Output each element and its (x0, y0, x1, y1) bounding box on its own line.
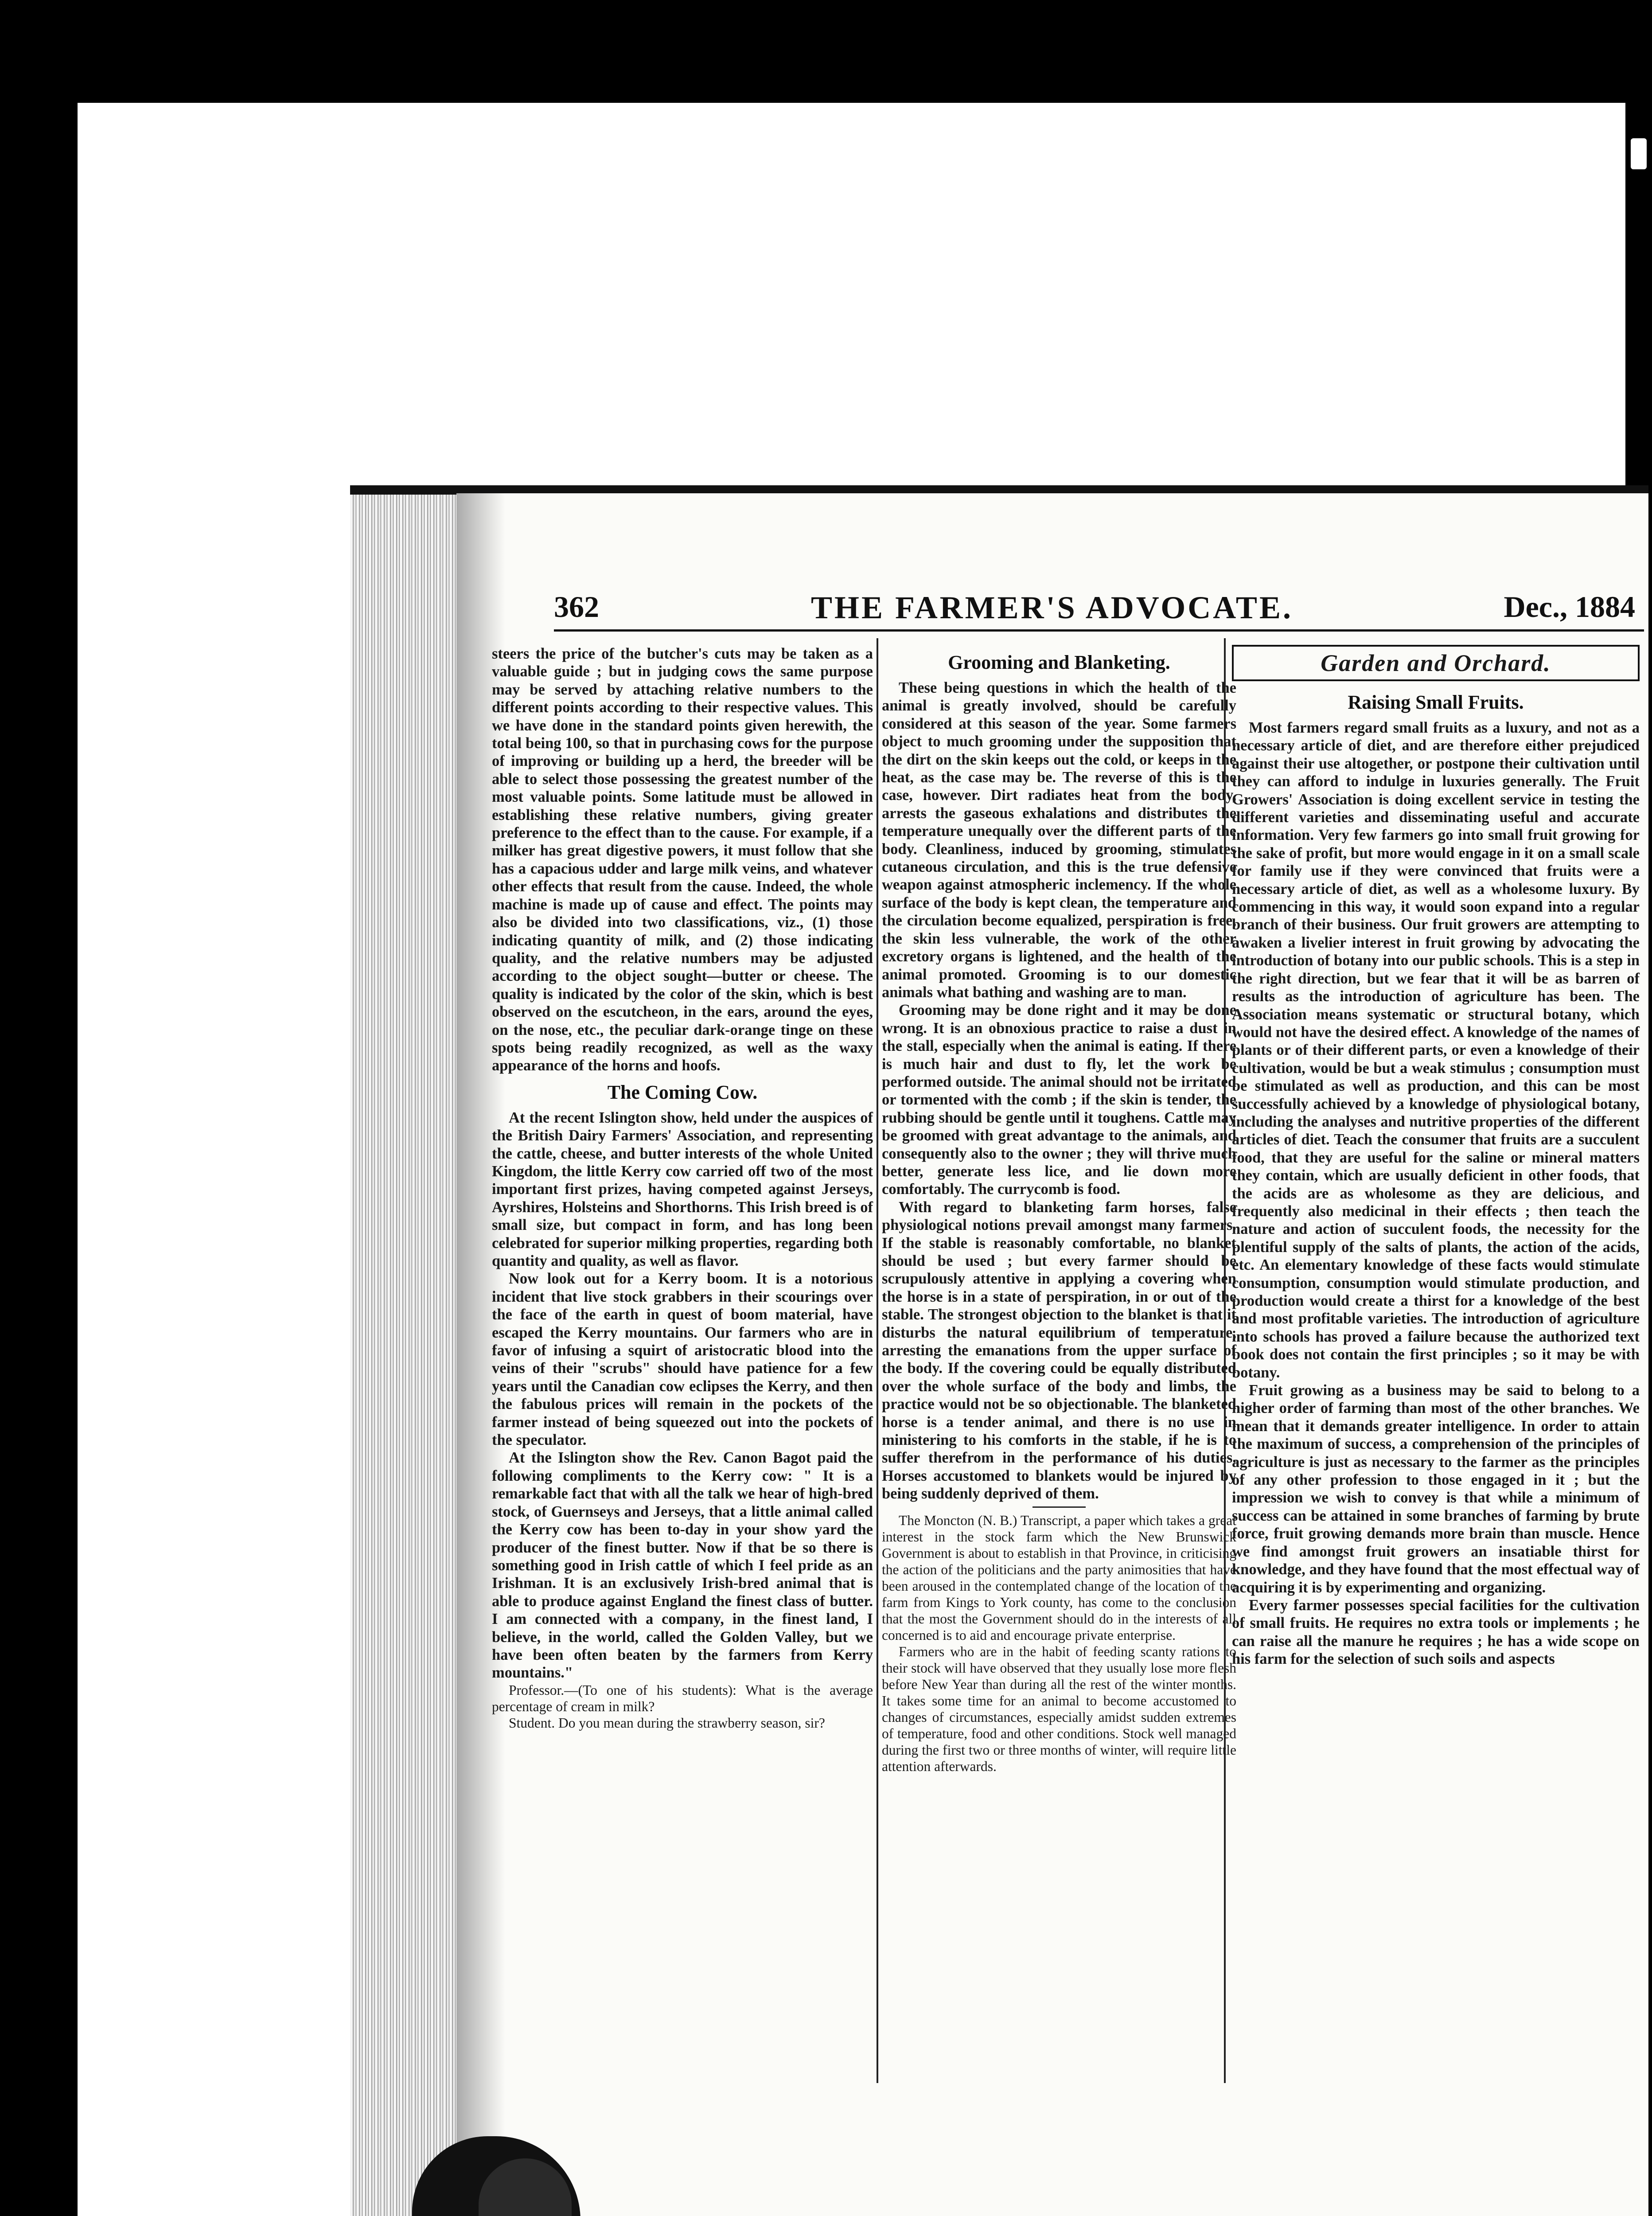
section-divider (1032, 1506, 1086, 1508)
film-border-top (0, 0, 1652, 103)
article-heading: Grooming and Blanketing. (948, 652, 1170, 673)
issue-date: Dec., 1884 (1504, 590, 1635, 624)
article-paragraph: Now look out for a Kerry boom. It is a notorious incident that live stock grabbers in their scourings over the face of the earth in quest of boom material, have escaped the Kerry mountains. Our farmers who are in favor of infusing a squirt of aristocratic blood into the veins of their "scrubs" should have patience for a few years until the Canadian cow eclipses the Kerry, and then the fabulous prices will remain in the pockets of the farmer instead of being squeezed out into the pockets of the speculator. (492, 1270, 873, 1449)
article-paragraph: Every farmer possesses special facilities for the cultivation of small fruits. He requires no extra tools or implements ; he can raise all the manure he requires ; he has a wide scope on his farm for the selection of such soils and aspects (1232, 1596, 1640, 1668)
masthead-title: THE FARMER'S ADVOCATE. (811, 590, 1293, 625)
article-column-3 (1232, 645, 1640, 1668)
joke-paragraph: Student. Do you mean during the strawberry season, sir? (509, 1715, 825, 1731)
column-divider (877, 638, 878, 2083)
article-heading: Raising Small Fruits. (1348, 691, 1524, 713)
book-cover-edge (350, 485, 1648, 493)
section-title-box: Garden and Orchard. (1232, 645, 1640, 681)
article-column-1 (492, 645, 873, 1731)
page-number: 362 (554, 590, 599, 624)
article-paragraph: Most farmers regard small fruits as a luxury, and not as a necessary article of diet, and are therefore either prejudiced against their use altogether, or postpone their cultivation until they can afford to indulge in luxuries generally. The Fruit Growers' Association is doing excellent service in testing the different varieties and disseminating useful and accurate information. Very few farmers go into small fruit growing for the sake of profit, but more would engage in it on a small scale for family use if they were convinced that fruits were a necessary article of diet, as well as a wholesome luxury. By commencing in this way, it would soon expand into a regular branch of their business. Our fruit growers are attempting to awaken a livelier interest in fruit growing by advocating the introduction of botany into our public schools. This is a step in the right direction, but we fear that it will be as barren of results as the introduction of agriculture has been. The Association means systematic or structural botany, which would not have the desired effect. A knowledge of the names of plants or of their different parts, or even a knowledge of their cultivation, would be but a weak stimulus ; consumption must be stimulated as well as production, and this can be most successfully achieved by a knowledge of physiological botany, including the analyses and nutritive properties of the different articles of diet. Teach the consumer that fruits are a succulent food, that they are useful for the saline or mineral matters they contain, which are usually deficient in other foods, that the acids are as wholesome as they are delicious, and frequently also medicinal in their effects ; then teach the nature and action of succulent foods, the necessity for the plentiful supply of the salts of plants, the action of the acids, etc. An elementary knowledge of these facts would stimulate consumption, consumption would stimulate production, and production would create a thirst for a knowledge of the best and most profitable varieties. The introduction of agriculture into schools has proved a failure because the authorized text book does not contain the first principles ; so it may be with botany. (1232, 719, 1640, 1381)
article-paragraph: At the recent Islington show, held under the auspices of the British Dairy Farmers' Association, and representing the cattle, cheese, and butter interests of the whole United Kingdom, the little Kerry cow carried off two of the most important first prizes, having competed against Jerseys, Ayrshires, Holsteins and Shorthorns. This Irish breed is of small size, but compact in form, and has long been celebrated for superior milking properties, regarding both quantity and quality, as well as flavor. (492, 1109, 873, 1269)
film-perforation (1631, 138, 1647, 169)
joke-paragraph: Professor.—(To one of his students): What is the average percentage of cream in milk? (492, 1682, 873, 1714)
article-paragraph: steers the price of the butcher's cuts may be taken as a valuable guide ; but in judging cows the same purpose may be served by attaching relative numbers to the different points according to their respective values. This we have done in the standard points given herewith, the total being 100, so that in purchasing cows for the purpose of improving or building up a herd, the breeder will be able to select those possessing the greatest number of the most valuable points. Some latitude must be allowed in establishing these relative numbers, giving greater preference to the effect than to the cause. For example, if a milker has great digestive powers, it must follow that she has a capacious udder and large milk veins, and whatever other effects that result from the cause. Indeed, the whole machine is made up of cause and effect. The points may also be divided into two classifications, viz., (1) those indicating quantity of milk, and (2) those indicating quality, and the relative numbers may be adjusted according to the object sought—butter or cheese. The quality is indicated by the color of the skin, which is best observed on the escutcheon, in the ears, around the eyes, on the nose, etc., the peculiar dark-orange tinge on these spots being readily recognized, as well as the waxy appearance of the horns and hoofs. (492, 645, 873, 1074)
article-paragraph: Farmers who are in the habit of feeding scanty rations to their stock will have observed that they usually lose more flesh before New Year than during all the rest of the winter months. It takes some time for an animal to become accustomed to changes of circumstances, especially amidst sudden extremes of temperature, food and other conditions. Stock well managed during the first two or three months of winter, will require little attention afterwards. (882, 1643, 1236, 1774)
article-paragraph: Fruit growing as a business may be said to belong to a higher order of farming than most of the other branches. We mean that it demands greater intelligence. In order to attain the maximum of success, a comprehension of the principles of agriculture is just as necessary to the farmer as the principles of any other profession to those engaged in it ; but the impression we wish to convey is that while a minimum of success can be attained in some branches of farming by brute force, fruit growing demands more brain than muscle. Hence we find amongst fruit growers an insatiable thirst for knowledge, and they have found that the most effectual way of acquiring it is by experimenting and organizing. (1232, 1382, 1640, 1596)
article-paragraph: With regard to blanketing farm horses, false physiological notions prevail amongst many farmers. If the stable is reasonably comfortable, no blanket should be used ; but every farmer should be scrupulously attentive in applying a covering when the horse is in a state of perspiration, in or out of the stable. The strongest objection to the blanket is that it disturbs the natural equilibrium of temperature, arresting the emanations from the upper surface of the body. If the covering could be equally distributed over the whole surface of the body and limbs, the practice would not be so objectionable. The blanketed horse is a tender animal, and there is no use in ministering to his comforts in the stable, if he is to suffer therefrom in the performance of his duties. Horses accustomed to blankets would be injured by being suddenly deprived of them. (882, 1198, 1236, 1502)
article-column-2 (882, 645, 1236, 1775)
article-paragraph: At the Islington show the Rev. Canon Bagot paid the following compliments to the Kerry cow: " It is a remarkable fact that with all the talk we hear of high-bred stock, of Guernseys and Jerseys, that a little animal called the Kerry cow has been to-day in your show yard the producer of the finest butter. Now if that be so there is something good in Irish cattle of which I feel pride as an Irishman. It is an exclusively Irish-bred animal that is able to produce against England the finest class of butter. I am connected with a company, in the finest land, I believe, in the world, called the Golden Valley, but we have been often beaten by the farmers from Kerry mountains." (492, 1449, 873, 1682)
article-paragraph: The Moncton (N. B.) Transcript, a paper which takes a great interest in the stock farm which the New Brunswick Government is about to establish in that Province, in criticising the action of the politicians and the party animosities that have been aroused in the contemplated change of the location of the farm from Kings to York county, has come to the conclusion that the most the Government should do in the interests of all concerned is to aid and encourage private enterprise. (882, 1512, 1236, 1643)
article-paragraph: Grooming may be done right and it may be done wrong. It is an obnoxious practice to raise a dust in the stall, especially when the animal is eating. If there is much hair and dust to fly, let the work be performed outside. The animal should not be irritated or tormented with the comb ; if the skin is tender, the rubbing should be gentle until it toughens. Cattle may be groomed with great advantage to the animals, and consequently also to the owner ; they will thrive much better, generate less lice, and lie down more comfortably. The currycomb is food. (882, 1002, 1236, 1198)
article-heading: The Coming Cow. (607, 1081, 758, 1103)
book-page-edges (350, 492, 456, 2216)
article-paragraph: These being questions in which the health of the animal is greatly involved, should be carefully considered at this season of the year. Some farmers object to much grooming under the supposition that the dirt on the skin keeps out the cold, or keeps in the heat, as the case may be. The reverse of this is the case, however. Dirt radiates heat from the body, arrests the gaseous exhalations and distributes the temperature unequally over the different parts of the body. Cleanliness, induced by grooming, stimulates cutaneous circulation, and this is the true defensive weapon against atmospheric inclemency. If the whole surface of the body is kept clean, the temperature and the circulation become equalized, perspiration is free, the skin less vulnerable, the work of the other excretory organs is lightened, and the health of the animal promoted. Grooming is to our domestic animals what bathing and washing are to man. (882, 679, 1236, 1001)
page-header (554, 589, 1644, 632)
